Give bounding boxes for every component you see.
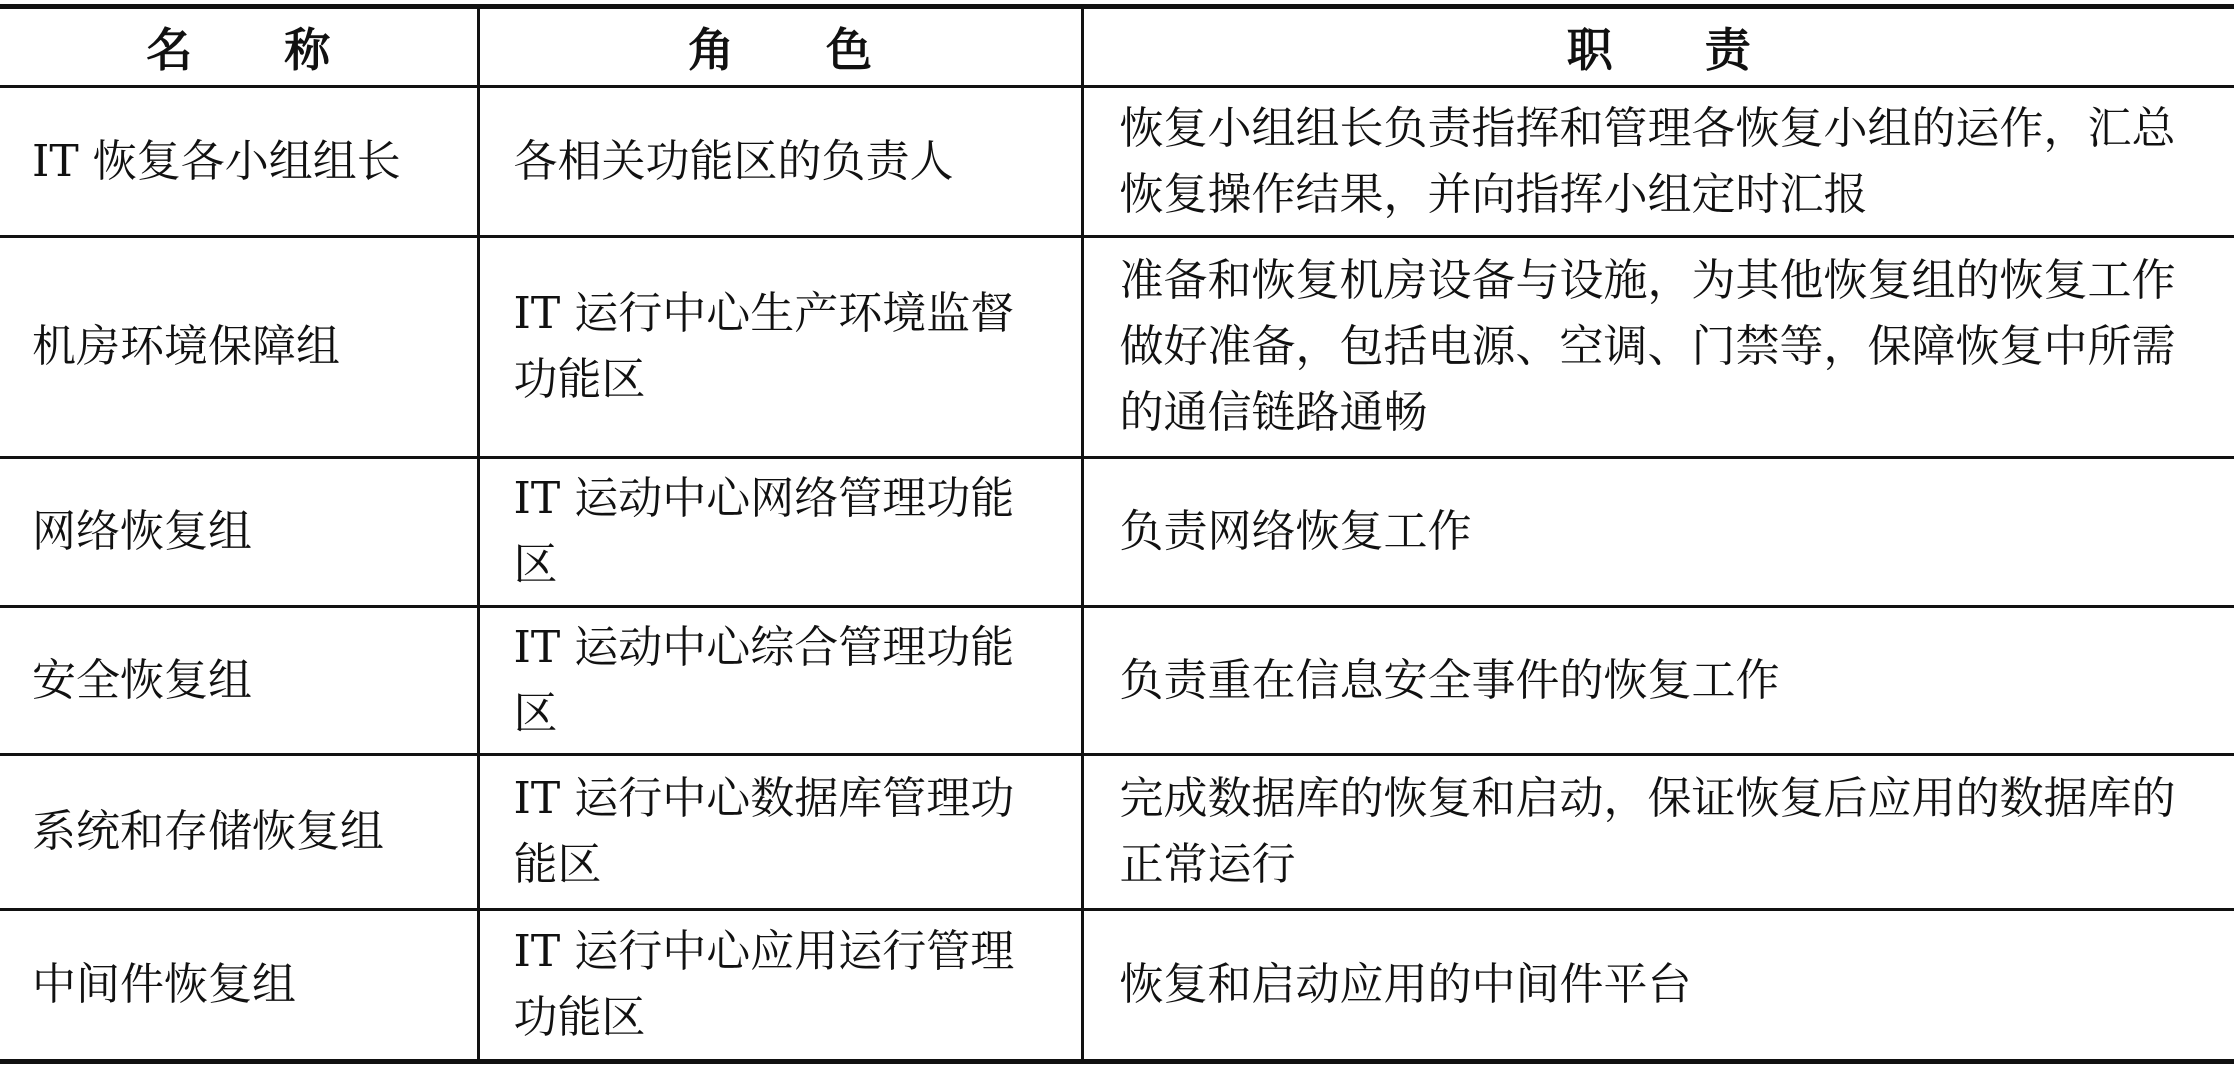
- header-name: [0, 7, 478, 87]
- name-cell: 安全恢复组: [0, 607, 478, 755]
- duty-cell: 恢复小组组长负责指挥和管理各恢复小组的运作，汇总恢复操作结果，并向指挥小组定时汇报: [1082, 87, 2234, 237]
- table-row: [0, 910, 2234, 1062]
- role-cell: IT 运行中心数据库管理功能区: [478, 755, 1082, 910]
- table-row: [0, 607, 2234, 755]
- duty-cell: 负责网络恢复工作: [1082, 458, 2234, 607]
- duty-cell: 负责重在信息安全事件的恢复工作: [1082, 607, 2234, 755]
- role-cell: IT 运行中心生产环境监督功能区: [478, 237, 1082, 458]
- name-cell: 中间件恢复组: [0, 910, 478, 1062]
- document-page: [0, 4, 2234, 1064]
- name-cell: 机房环境保障组: [0, 237, 478, 458]
- table-header-row: [0, 7, 2234, 87]
- header-role: [478, 7, 1082, 87]
- header-role-label: 角 色: [688, 23, 872, 77]
- role-cell: IT 运动中心综合管理功能区: [478, 607, 1082, 755]
- recovery-team-table: [0, 4, 2234, 1064]
- duty-cell: 准备和恢复机房设备与设施，为其他恢复组的恢复工作做好准备，包括电源、空调、门禁等，保障恢复中所需的通信链路通畅: [1082, 237, 2234, 458]
- header-duty-label: 职 责: [1566, 23, 1751, 77]
- header-name-label: 名 称: [146, 23, 331, 77]
- role-cell: 各相关功能区的负责人: [478, 87, 1082, 237]
- header-duty: [1082, 7, 2234, 87]
- table-row: [0, 458, 2234, 607]
- name-cell: IT 恢复各小组组长: [0, 87, 478, 237]
- role-cell: IT 运动中心网络管理功能区: [478, 458, 1082, 607]
- name-cell: 网络恢复组: [0, 458, 478, 607]
- name-cell: 系统和存储恢复组: [0, 755, 478, 910]
- table-row: [0, 237, 2234, 458]
- table-row: [0, 87, 2234, 237]
- duty-cell: 恢复和启动应用的中间件平台: [1082, 910, 2234, 1062]
- table-row: [0, 755, 2234, 910]
- duty-cell: 完成数据库的恢复和启动，保证恢复后应用的数据库的正常运行: [1082, 755, 2234, 910]
- role-cell: IT 运行中心应用运行管理功能区: [478, 910, 1082, 1062]
